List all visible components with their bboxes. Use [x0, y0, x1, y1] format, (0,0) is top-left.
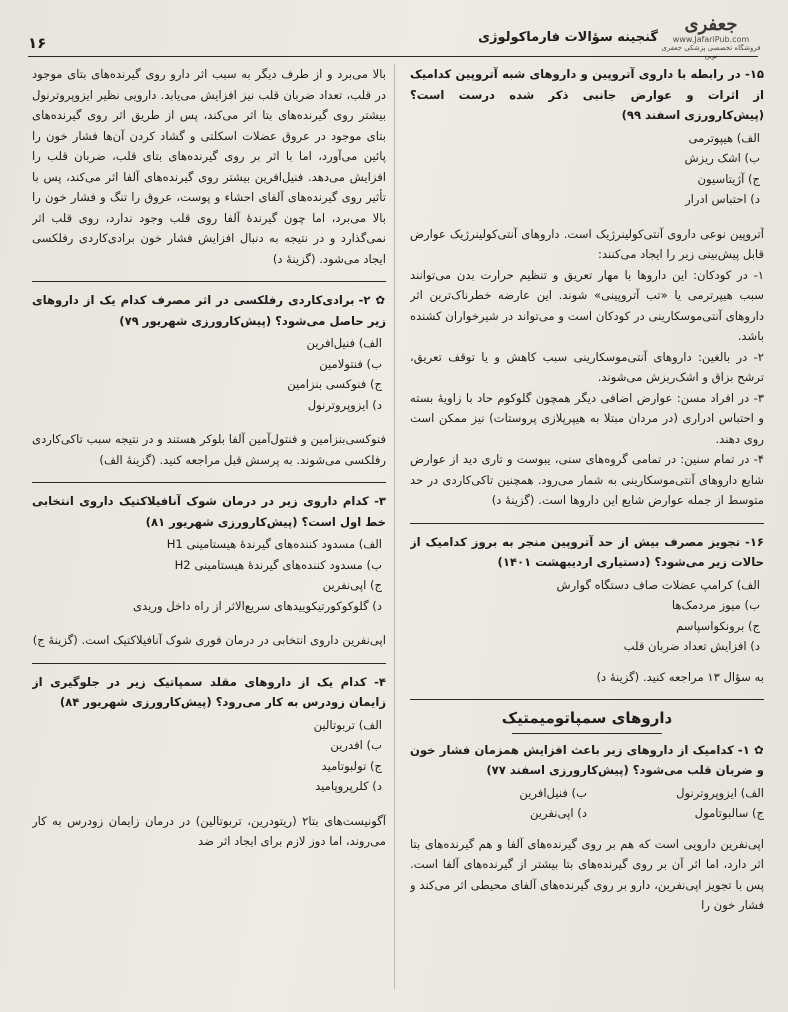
- option: ج) تولبوتامید: [321, 758, 382, 773]
- publisher-watermark: [656, 14, 766, 60]
- answer-paragraph: ۴- در تمام سنین: در تمامی گروه‌های سنی، یبوست و تاری دید از عوارض شایع داروهای آنتی‌موسکارینی به شمار می‌رود. همچنین تاکی‌کاردی در حد متوسط از جمله عوارض شایع این داروها است. (گزینهٔ د): [410, 452, 764, 507]
- option: ب) میوز مردمک‌ها: [671, 598, 760, 612]
- option: ج) سالبوتامول: [694, 806, 764, 820]
- answer-paragraph: ۳- در افراد مسن: عوارض اضافی دیگر همچون گلوکوم حاد با زاویهٔ بسته و احتباس ادراری (در مردان مبتلا به هیپرپلازی پروستات) نیز ممکن است روی دهند.: [410, 390, 764, 446]
- question-3: ۳- کدام داروی زیر در درمان شوک آنافیلاکتیک داروی انتخابی خط اول است؟ (پیش‌کارورزی شهریور ۸۱): [32, 494, 386, 529]
- question-16: ۱۶- تجویز مصرف بیش از حد آتروپین منجر به بروز کدامیک از حالات زیر می‌شود؟ (دستیاری اردیبهشت ۱۴۰۱): [410, 534, 764, 569]
- options-row: [410, 803, 764, 824]
- answer-paragraph: ۱- در کودکان: این داروها با مهار تعریق و تنظیم حرارت بدن می‌توانند سبب هیپرترمی یا «تب آتروپینی» شوند. این عارضه خطرناک‌ترین اثر داروهای آنتی‌موسکارینی در کودکان است و می‌تواند در شیرخواران کشنده باشد.: [410, 267, 764, 343]
- question-separator: [410, 523, 764, 524]
- question-separator: [32, 281, 386, 282]
- option: د) ایزوپروترنول: [307, 397, 382, 412]
- question-4: ۴- کدام یک از داروهای مقلد سمپاتیک زیر در جلوگیری از زایمان زودرس به کار می‌رود؟ (پیش‌کارورزی شهریور ۸۴): [32, 674, 386, 709]
- option: ج) آژیتاسیون: [697, 171, 760, 186]
- page-header: [0, 0, 788, 58]
- question-2: ✿ ۲- برادی‌کاردی رفلکسی در اثر مصرف کدام یک از داروهای زیر حاصل می‌شود؟ (پیش‌کارورزی شهریور ۷۹): [32, 293, 386, 328]
- watermark-logo: جعفری: [684, 14, 738, 35]
- section-title-underline: [512, 733, 662, 734]
- header-rule: [28, 56, 758, 57]
- option: الف) مسدود کننده‌های گیرندهٔ هیستامینی H1: [166, 537, 382, 551]
- option: ب) افدرین: [330, 738, 382, 752]
- right-column: [410, 64, 764, 1004]
- answer-paragraph: آتروپین نوعی داروی آنتی‌کولینرژیک است. داروهای آنتی‌کولینرژیک عوارض قابل پیش‌بینی زیر را ایجاد می‌کنند:: [410, 226, 764, 261]
- question-3-answer: اپی‌نفرین داروی انتخابی در درمان فوری شوک آنافیلاکتیک است. (گزینهٔ ج): [32, 633, 386, 647]
- question-4-options: [32, 715, 386, 797]
- question-2-options: [32, 333, 386, 415]
- question-3-options: [32, 534, 386, 616]
- column-divider: [394, 64, 395, 989]
- option: الف) فنیل‌افرین: [306, 336, 382, 350]
- question-15-options: [410, 128, 764, 210]
- page-number: ۱۶: [28, 34, 47, 52]
- option: الف) تربوتالین: [313, 717, 382, 732]
- option: ج) برونکواسپاسم: [676, 618, 760, 633]
- option: ب) فنتولامین: [319, 356, 382, 371]
- option: الف) کرامپ عضلات صاف دستگاه گوارش: [556, 577, 760, 592]
- option: د) کلرپروپامید: [315, 779, 382, 793]
- section-separator: [410, 699, 764, 700]
- question-16-options: [410, 575, 764, 657]
- watermark-url: www.JafariPub.com: [672, 35, 750, 44]
- option: ب) اشک ریزش: [684, 151, 760, 165]
- question-15: ۱۵- در رابطه با داروی آتروپین و داروهای شبه آتروپین کدامیک از اثرات و عوارض جانبی ذکر شده درست است؟ (پیش‌کارورزی اسفند ۹۹): [410, 67, 764, 122]
- question-15-answer: [410, 224, 764, 511]
- section-question-1-answer: اپی‌نفرین دارویی است که هم بر روی گیرنده‌های آلفا و هم گیرنده‌های بتا اثر دارد، اما اثر آن بر روی گیرنده‌های بتا بیشتر از گیرنده‌های آلفا است. پس با تجویز اپی‌نفرین، دارو بر روی گیرنده‌های آلفای محیطی اثر می‌کند و فشار خون را: [410, 836, 764, 912]
- options-row: [410, 783, 764, 804]
- option: د) احتباس ادرار: [685, 192, 760, 206]
- chapter-title: گنجینه سؤالات فارماکولوژی: [478, 30, 658, 45]
- option: الف) ایزوپروترنول: [676, 785, 764, 800]
- watermark-tagline: فروشگاه تخصصی پزشکی جعفری نوین: [661, 44, 761, 60]
- question-separator: [32, 663, 386, 664]
- section-question-1: ✿ ۱- کدامیک از داروهای زیر باعث افزایش همزمان فشار خون و ضربان قلب می‌شود؟ (پیش‌کارورزی اسفند ۷۷): [410, 742, 764, 777]
- option: د) گلوکوکورتیکوییدهای سریع‌الاثر از راه داخل وریدی: [132, 598, 382, 613]
- question-2-answer: فنوکسی‌بنزامین و فنتول‌آمین آلفا بلوکر هستند و در نتیجه سبب تاکی‌کاردی رفلکسی می‌شوند. به پرسش قبل مراجعه کنید. (گزینهٔ الف): [32, 432, 386, 467]
- section-title: داروهای سمپاتومیمتیک: [501, 709, 673, 727]
- option: الف) هیپوترمی: [688, 130, 760, 145]
- option: ب) فنیل‌افرین: [519, 785, 587, 800]
- left-column: [32, 64, 386, 1004]
- question-16-answer: به سؤال ۱۳ مراجعه کنید. (گزینهٔ د): [596, 669, 764, 684]
- option: ج) اپی‌نفرین: [322, 578, 382, 592]
- answer-paragraph: ۲- در بالغین: داروهای آنتی‌موسکارینی سبب کاهش و یا توقف تعریق، ترشح بزاق و اشک‌ریزش می‌شوند.: [410, 349, 764, 384]
- question-4-answer: آگونیست‌های بتا۲ (ریتودرین، تربوتالین) در درمان زایمان زودرس به کار می‌روند، اما دوز لازم برای ایجاد اثر ضد: [32, 813, 386, 848]
- option: د) افزایش تعداد ضربان قلب: [623, 639, 760, 653]
- option: د) اپی‌نفرین: [529, 806, 587, 820]
- question-separator: [32, 482, 386, 483]
- option: ب) مسدود کننده‌های گیرندهٔ هیستامینی H2: [174, 557, 382, 572]
- option: ج) فنوکسی بنزامین: [287, 377, 382, 391]
- continued-answer: بالا می‌برد و از طرف دیگر به سبب اثر دارو روی گیرنده‌های بتای موجود در قلب، تعداد ضربان قلب نیز افزایش می‌یابد. دارویی نظیر ایزوپروترنول بیشتر روی گیرنده‌های بتا اثر می‌کند، پس از طریق اثر روی گیرنده‌های بتای موجود در عروق عضلات اسکلتی و گشاد کردن آن‌ها فشار خون را پائین می‌آورد، اما با اثر بر روی گیرنده‌های بتای قلب، ضربان قلب را افزایش می‌دهد. فنیل‌افرین بیشتر روی گیرنده‌های آلفا اثر می‌کند، پس با تأثیر روی گیرنده‌های آلفای احشاء و پوست، عروق را تنگ و فشار خون را بالا می‌برد، اما چون گیرندهٔ آلفا روی قلب وجود ندارد، روی قلب اثر نمی‌گذارد و در نتیجه به دنبال افزایش فشار خون برادی‌کاردی رفلکسی ایجاد می‌شود. (گزینهٔ د): [32, 67, 386, 266]
